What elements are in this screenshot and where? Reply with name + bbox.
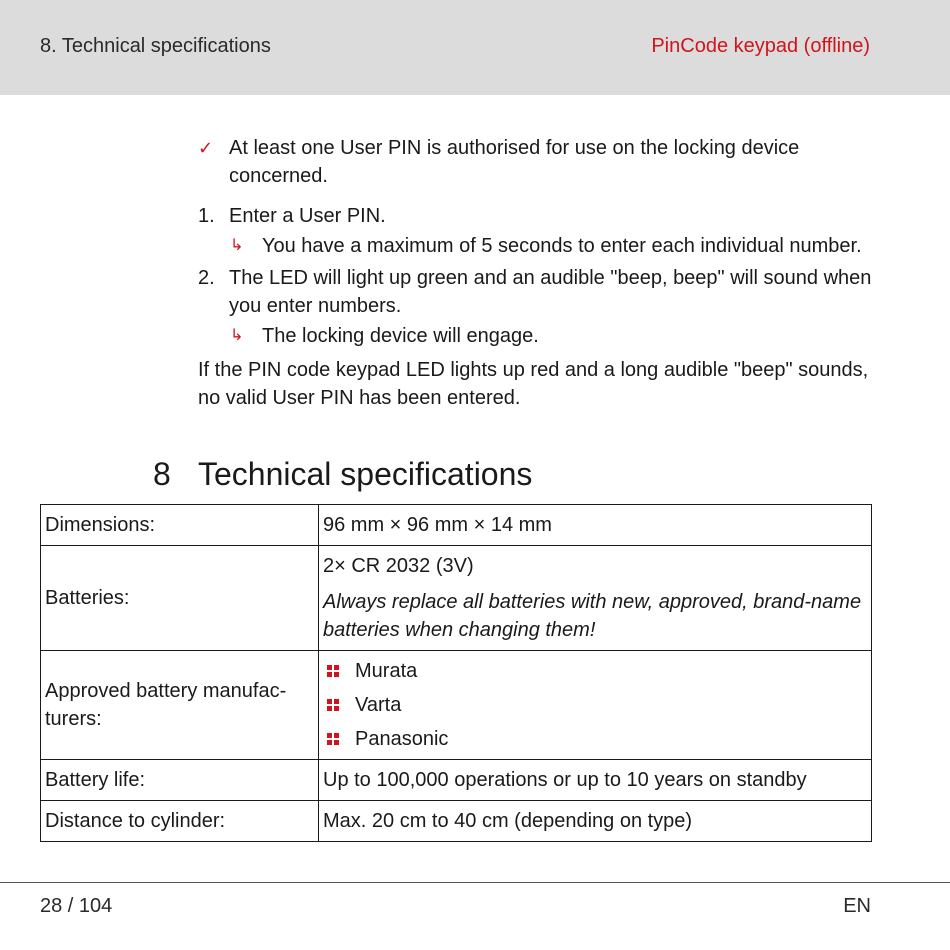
table-row	[41, 546, 872, 651]
table-row	[41, 505, 872, 546]
spec-table	[40, 504, 872, 842]
row-value: Up to 100,000 operations or up to 10 years on standby	[319, 760, 872, 801]
list-item	[323, 725, 867, 753]
instructions	[198, 134, 878, 412]
prerequisite-item	[198, 134, 878, 190]
step-result	[198, 232, 878, 260]
error-note: If the PIN code keypad LED lights up red and a long audible "beep" sounds, no valid User PIN has been entered.	[198, 359, 869, 409]
table-row	[41, 760, 872, 801]
step-number: 2.	[198, 267, 215, 289]
step-text: Enter a User PIN.	[229, 205, 386, 227]
step-result-text: You have a maximum of 5 seconds to enter each individual number.	[262, 235, 862, 257]
step-number: 1.	[198, 205, 215, 227]
row-label: Approved battery manufac-turers:	[41, 651, 319, 760]
bullet-icon	[327, 733, 339, 745]
prerequisite-text: At least one User PIN is authorised for use on the locking device concerned.	[229, 137, 800, 187]
result-arrow-icon: ↳	[230, 327, 244, 344]
section-title: Technical specifications	[198, 456, 533, 492]
row-label: Distance to cylinder:	[41, 801, 319, 842]
list-item	[323, 657, 867, 685]
battery-type: 2× CR 2032 (3V)	[323, 555, 474, 577]
step-result-text: The locking device will engage.	[262, 325, 539, 347]
row-value	[319, 546, 872, 651]
section-number: 8	[153, 456, 171, 492]
language-code: EN	[843, 895, 871, 917]
step-1	[198, 202, 878, 260]
row-label: Batteries:	[41, 546, 319, 651]
product-title: PinCode keypad (offline)	[651, 35, 870, 57]
step-result	[198, 322, 878, 350]
chapter-title: 8. Technical specifications	[40, 35, 271, 57]
table-row	[41, 651, 872, 760]
bullet-icon	[327, 665, 339, 677]
result-arrow-icon: ↳	[230, 237, 244, 254]
table-row	[41, 801, 872, 842]
step-2	[198, 264, 878, 350]
footer-divider	[0, 882, 950, 883]
manufacturer-name: Murata	[355, 660, 418, 682]
section-heading	[153, 456, 532, 493]
row-label: Dimensions:	[41, 505, 319, 546]
battery-note: Always replace all batteries with new, approved, brand-name batteries when changing them!	[323, 591, 862, 641]
manufacturer-name: Panasonic	[355, 728, 449, 750]
row-value: 96 mm × 96 mm × 14 mm	[319, 505, 872, 546]
manufacturer-name: Varta	[355, 694, 402, 716]
page-number: 28 / 104	[40, 895, 113, 917]
page-header	[0, 0, 950, 95]
row-value: Max. 20 cm to 40 cm (depending on type)	[319, 801, 872, 842]
bullet-icon	[327, 699, 339, 711]
row-label: Battery life:	[41, 760, 319, 801]
list-item	[323, 691, 867, 719]
row-value	[319, 651, 872, 760]
checkmark-icon: ✓	[198, 138, 214, 158]
step-text: The LED will light up green and an audible "beep, beep" will sound when you enter numbers.	[229, 267, 872, 317]
